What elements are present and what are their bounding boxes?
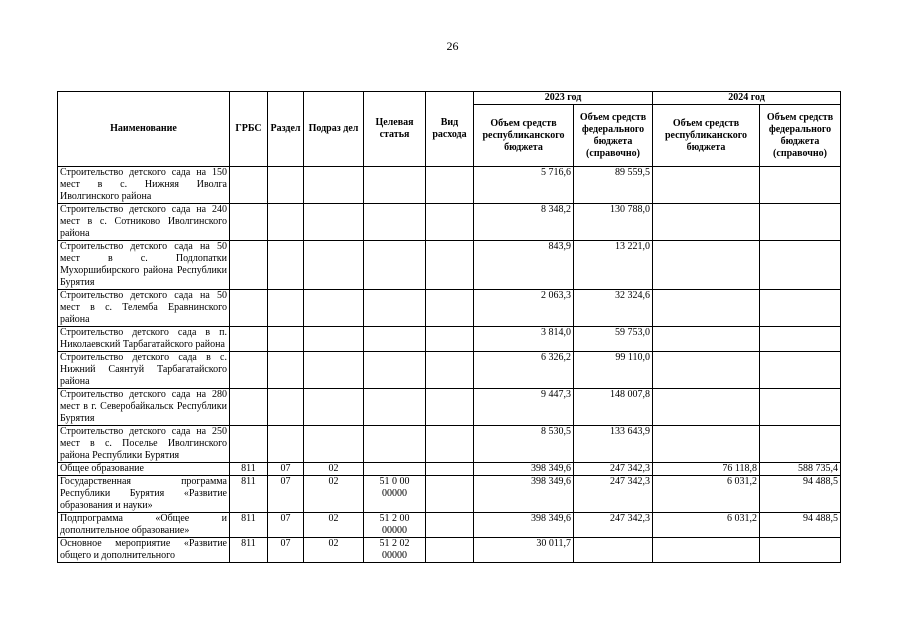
cell-expense-type [426, 426, 474, 463]
cell-rep-2023: 2 063,3 [474, 290, 574, 327]
cell-fed-2023: 32 324,6 [574, 290, 653, 327]
cell-razdel: 07 [268, 463, 304, 476]
cell-razdel [268, 426, 304, 463]
cell-rep-2023: 9 447,3 [474, 389, 574, 426]
cell-rep-2023: 5 716,6 [474, 167, 574, 204]
cell-grbs [230, 389, 268, 426]
cell-expense-type [426, 352, 474, 389]
cell-target [364, 426, 426, 463]
budget-table [57, 91, 841, 563]
budget-table-wrapper [57, 91, 841, 563]
cell-fed-2024 [760, 241, 841, 290]
cell-expense-type [426, 463, 474, 476]
cell-rep-2023: 398 349,6 [474, 476, 574, 513]
cell-rep-2024 [653, 290, 760, 327]
cell-rep-2023: 3 814,0 [474, 327, 574, 352]
cell-podrazdel [304, 389, 364, 426]
cell-expense-type [426, 241, 474, 290]
header-fed-2023: Объем средств федерального бюджета (справочно) [574, 105, 653, 167]
cell-expense-type [426, 389, 474, 426]
header-name: Наименование [58, 92, 230, 167]
cell-name: Общее образование [58, 463, 230, 476]
table-row [58, 463, 841, 476]
header-rep-2024: Объем средств республиканского бюджета [653, 105, 760, 167]
cell-expense-type [426, 513, 474, 538]
cell-grbs [230, 204, 268, 241]
cell-fed-2024 [760, 204, 841, 241]
table-row [58, 167, 841, 204]
cell-rep-2023: 398 349,6 [474, 463, 574, 476]
cell-grbs [230, 352, 268, 389]
cell-grbs [230, 327, 268, 352]
cell-rep-2024 [653, 389, 760, 426]
header-year-2023: 2023 год [474, 92, 653, 105]
cell-rep-2024 [653, 327, 760, 352]
cell-fed-2024 [760, 167, 841, 204]
cell-razdel [268, 389, 304, 426]
cell-grbs [230, 290, 268, 327]
cell-name: Строительство детского сада на 150 мест в с. Нижняя Иволга Иволгинского района [58, 167, 230, 204]
cell-razdel [268, 352, 304, 389]
table-row [58, 538, 841, 563]
header-expense-type: Вид расхода [426, 92, 474, 167]
cell-fed-2024 [760, 389, 841, 426]
cell-podrazdel [304, 167, 364, 204]
cell-target [364, 167, 426, 204]
cell-target: 51 0 00 00000 [364, 476, 426, 513]
cell-rep-2024: 6 031,2 [653, 513, 760, 538]
cell-grbs: 811 [230, 463, 268, 476]
cell-razdel: 07 [268, 513, 304, 538]
cell-target: 51 2 02 00000 [364, 538, 426, 563]
cell-name: Строительство детского сада в п. Николаевский Тарбагатайского района [58, 327, 230, 352]
cell-podrazdel [304, 352, 364, 389]
cell-expense-type [426, 204, 474, 241]
header-razdel: Раздел [268, 92, 304, 167]
cell-rep-2023: 8 530,5 [474, 426, 574, 463]
cell-fed-2023: 59 753,0 [574, 327, 653, 352]
cell-fed-2024: 94 488,5 [760, 476, 841, 513]
cell-razdel [268, 327, 304, 352]
cell-target [364, 290, 426, 327]
header-year-2024: 2024 год [653, 92, 841, 105]
table-row [58, 241, 841, 290]
table-row [58, 290, 841, 327]
table-row [58, 426, 841, 463]
cell-target [364, 463, 426, 476]
cell-podrazdel [304, 241, 364, 290]
cell-name: Строительство детского сада на 50 мест в с. Телемба Еравнинского района [58, 290, 230, 327]
header-row-years [58, 92, 841, 105]
header-rep-2023: Объем средств республиканского бюджета [474, 105, 574, 167]
cell-rep-2024 [653, 204, 760, 241]
table-row [58, 352, 841, 389]
cell-rep-2024: 76 118,8 [653, 463, 760, 476]
cell-fed-2023: 133 643,9 [574, 426, 653, 463]
cell-fed-2023: 130 788,0 [574, 204, 653, 241]
cell-rep-2023: 6 326,2 [474, 352, 574, 389]
cell-fed-2023: 99 110,0 [574, 352, 653, 389]
cell-razdel [268, 204, 304, 241]
cell-rep-2024 [653, 426, 760, 463]
cell-rep-2024 [653, 241, 760, 290]
cell-target [364, 241, 426, 290]
cell-podrazdel: 02 [304, 538, 364, 563]
cell-target [364, 389, 426, 426]
cell-razdel: 07 [268, 538, 304, 563]
cell-target: 51 2 00 00000 [364, 513, 426, 538]
cell-rep-2023: 398 349,6 [474, 513, 574, 538]
cell-expense-type [426, 538, 474, 563]
cell-name: Строительство детского сада на 240 мест в с. Сотниково Иволгинского района [58, 204, 230, 241]
cell-fed-2023: 89 559,5 [574, 167, 653, 204]
cell-fed-2024 [760, 426, 841, 463]
cell-expense-type [426, 476, 474, 513]
table-body [58, 167, 841, 563]
cell-podrazdel [304, 290, 364, 327]
cell-target [364, 204, 426, 241]
cell-podrazdel: 02 [304, 463, 364, 476]
cell-fed-2023: 247 342,3 [574, 476, 653, 513]
cell-razdel [268, 167, 304, 204]
cell-podrazdel: 02 [304, 476, 364, 513]
cell-grbs [230, 167, 268, 204]
table-row [58, 476, 841, 513]
cell-expense-type [426, 327, 474, 352]
cell-fed-2024 [760, 327, 841, 352]
cell-fed-2023: 148 007,8 [574, 389, 653, 426]
header-fed-2024: Объем средств федерального бюджета (справочно) [760, 105, 841, 167]
page-number: 26 [446, 39, 459, 53]
cell-fed-2023: 247 342,3 [574, 463, 653, 476]
cell-fed-2023: 13 221,0 [574, 241, 653, 290]
cell-rep-2023: 8 348,2 [474, 204, 574, 241]
cell-fed-2023: 247 342,3 [574, 513, 653, 538]
cell-grbs: 811 [230, 476, 268, 513]
cell-rep-2024: 6 031,2 [653, 476, 760, 513]
cell-rep-2024 [653, 167, 760, 204]
header-podrazdel: Подраз дел [304, 92, 364, 167]
cell-razdel: 07 [268, 476, 304, 513]
cell-name: Строительство детского сада в с. Нижний Саянтуй Тарбагатайского района [58, 352, 230, 389]
cell-expense-type [426, 290, 474, 327]
cell-target [364, 352, 426, 389]
cell-razdel [268, 241, 304, 290]
cell-grbs [230, 426, 268, 463]
header-grbs: ГРБС [230, 92, 268, 167]
cell-fed-2024: 588 735,4 [760, 463, 841, 476]
cell-name: Подпрограмма «Общее и дополнительное образование» [58, 513, 230, 538]
cell-expense-type [426, 167, 474, 204]
cell-name: Государственная программа Республики Бурятия «Развитие образования и науки» [58, 476, 230, 513]
header-target: Целевая статья [364, 92, 426, 167]
table-row [58, 327, 841, 352]
cell-rep-2023: 30 011,7 [474, 538, 574, 563]
cell-grbs: 811 [230, 513, 268, 538]
cell-fed-2024: 94 488,5 [760, 513, 841, 538]
cell-name: Строительство детского сада на 250 мест в с. Поселье Иволгинского района Республики Бурятия [58, 426, 230, 463]
cell-rep-2024 [653, 352, 760, 389]
cell-podrazdel [304, 204, 364, 241]
cell-grbs [230, 241, 268, 290]
cell-name: Основное мероприятие «Развитие общего и дополнительного [58, 538, 230, 563]
table-row [58, 204, 841, 241]
table-row [58, 389, 841, 426]
cell-rep-2023: 843,9 [474, 241, 574, 290]
cell-name: Строительство детского сада на 280 мест в г. Северобайкальск Республики Бурятия [58, 389, 230, 426]
cell-name: Строительство детского сада на 50 мест в с. Подлопатки Мухоршибирского района Республики Бурятия [58, 241, 230, 290]
cell-fed-2024 [760, 538, 841, 563]
cell-fed-2023 [574, 538, 653, 563]
cell-razdel [268, 290, 304, 327]
cell-grbs: 811 [230, 538, 268, 563]
cell-rep-2024 [653, 538, 760, 563]
cell-fed-2024 [760, 352, 841, 389]
cell-podrazdel [304, 327, 364, 352]
table-row [58, 513, 841, 538]
cell-target [364, 327, 426, 352]
cell-fed-2024 [760, 290, 841, 327]
cell-podrazdel [304, 426, 364, 463]
cell-podrazdel: 02 [304, 513, 364, 538]
